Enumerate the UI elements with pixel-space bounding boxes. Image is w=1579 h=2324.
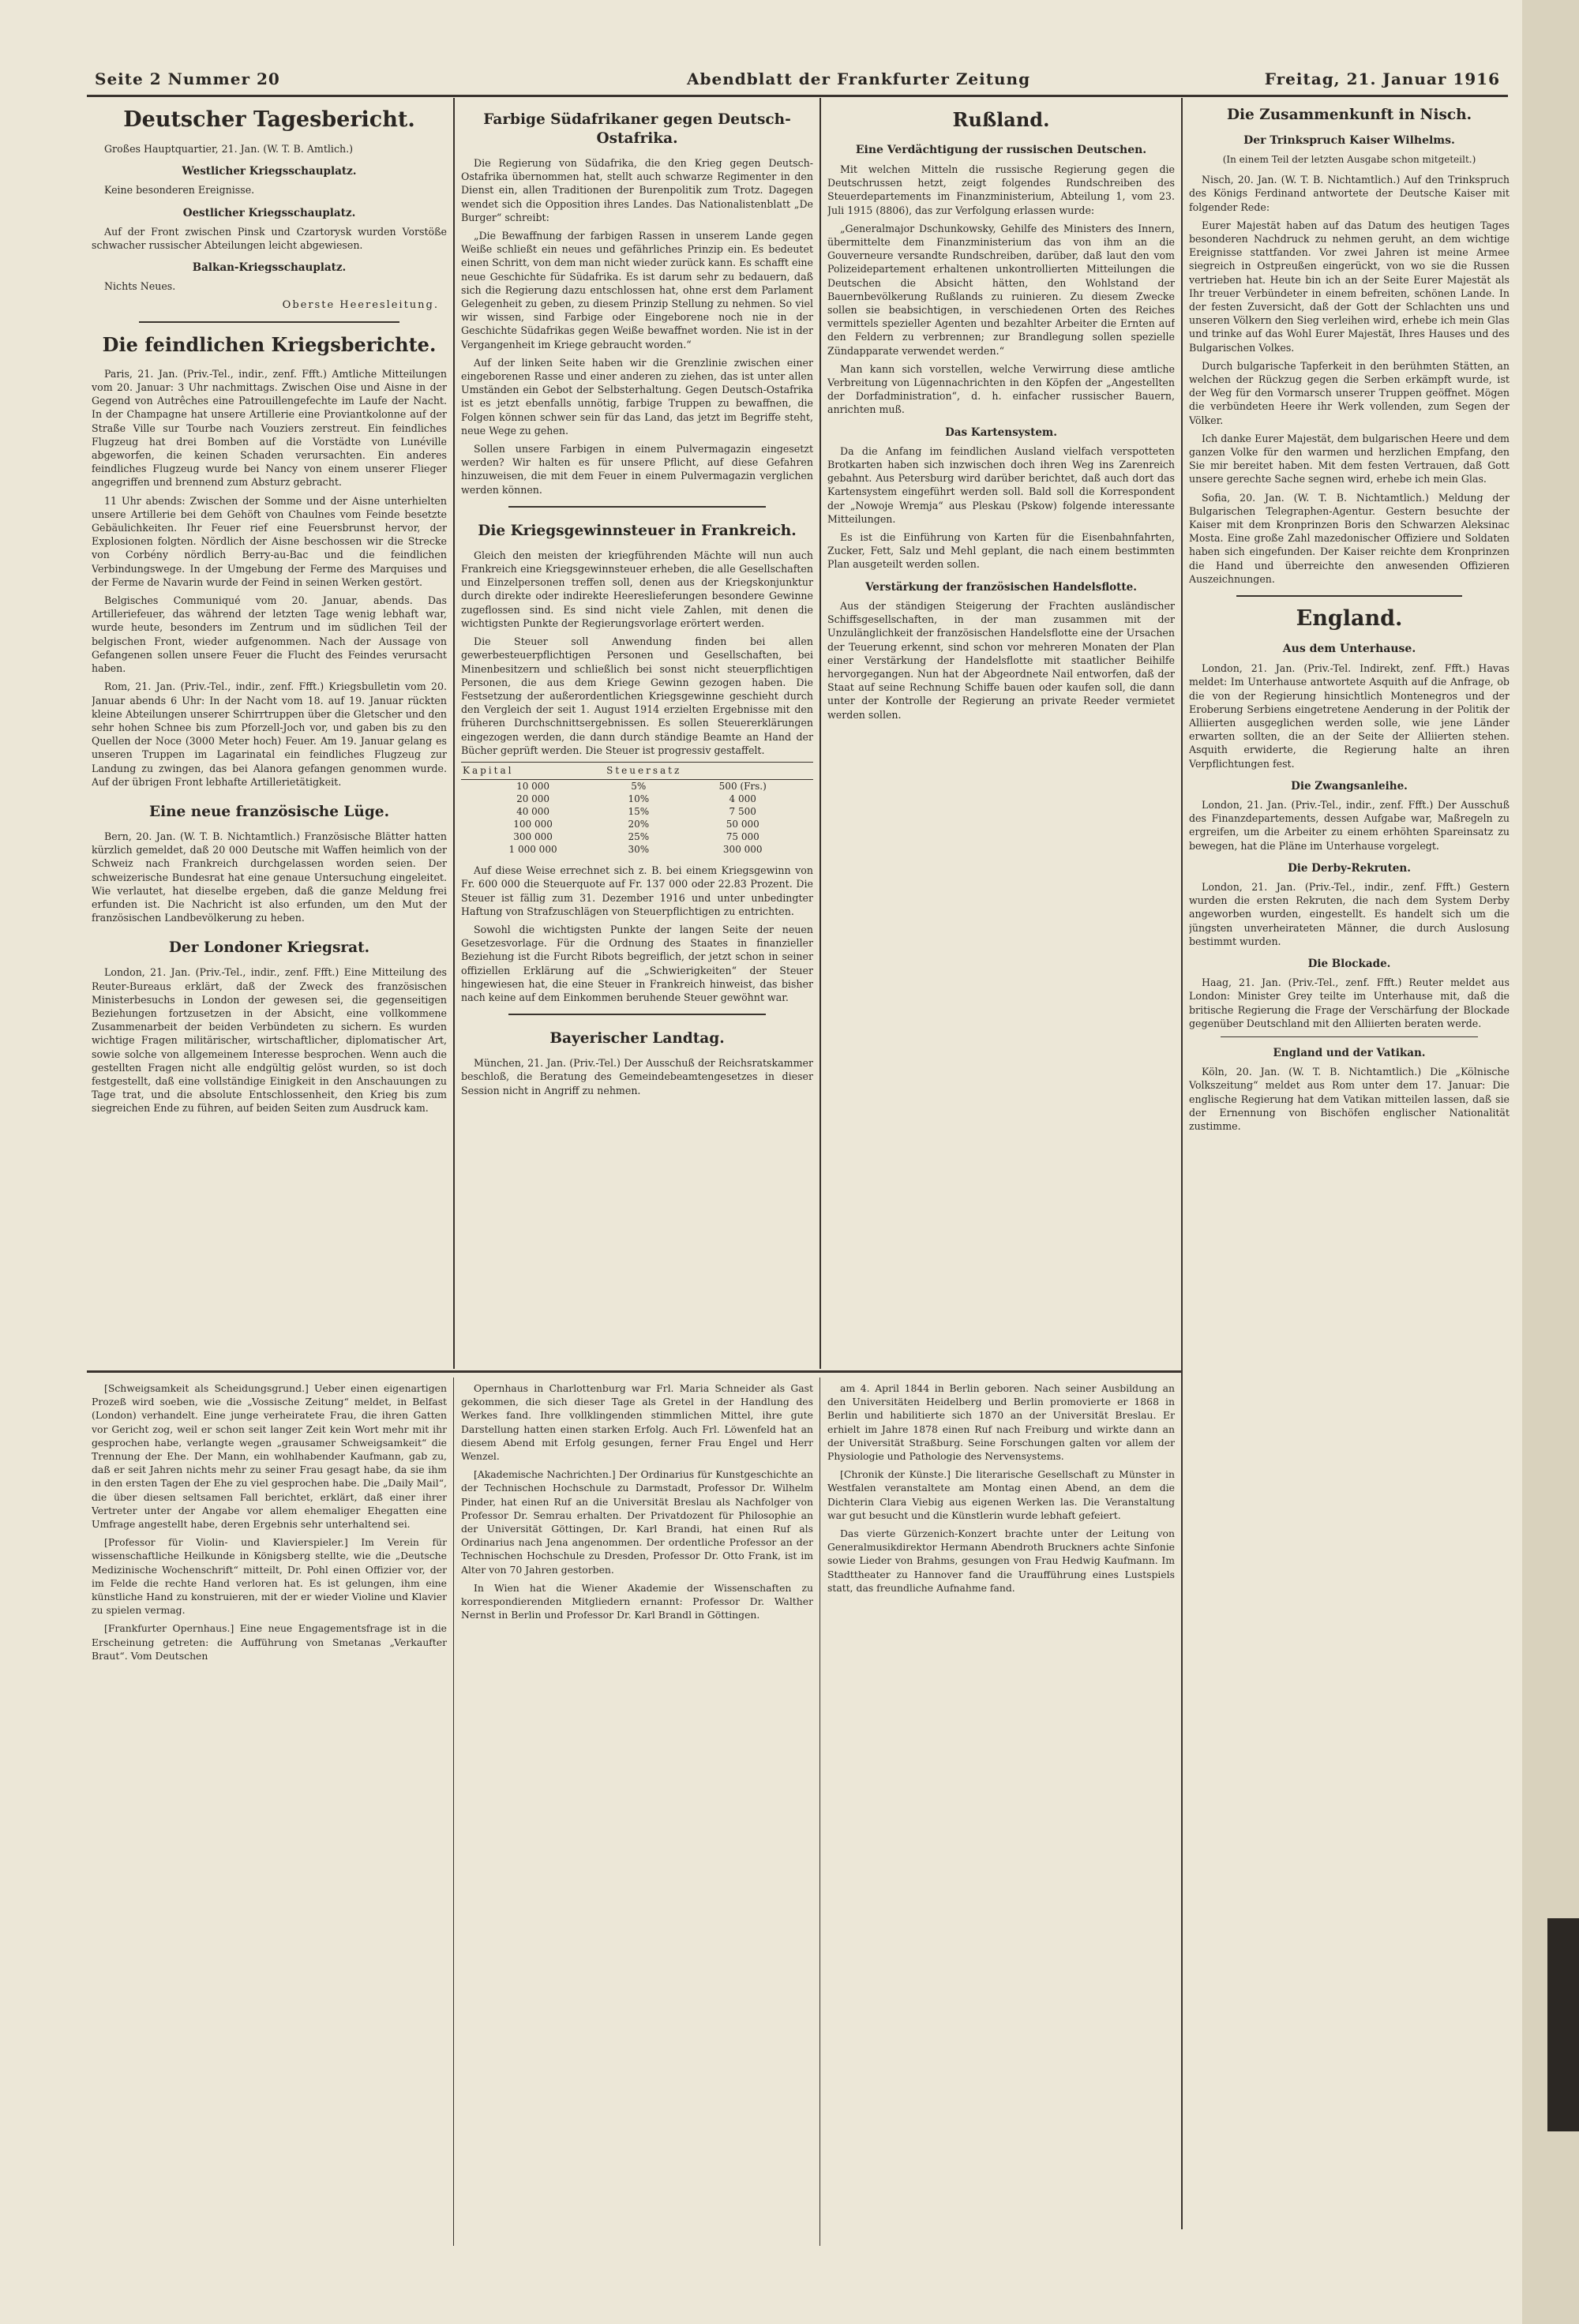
belgian-report: Belgisches Communiqué vom 20. Januar, abends. Das Artilleriefeuer, das während der letzten Tage wenig lebhaft war, wurde heute, besonders im Zentrum und im südlichen Teil der belgischen Front, wieder aufgenommen. Nach der Aussage von Gefangenen sollen unsere Feuer die Flucht des Feindes verursacht haben.: [92, 594, 447, 675]
feuilleton-item: In Wien hat die Wiener Akademie der Wissenschaften zu korrespondierenden Mitgliedern ernannt: Professor Dr. Walther Nernst in Berlin und Professor Dr. Karl Brandl in Göttingen.: [461, 1581, 813, 1621]
tax-table-cell: 4 000: [729, 793, 756, 805]
enemy-reports-title: Die feindlichen Kriegsberichte.: [102, 332, 437, 356]
signature: Oberste Heeresleitung.: [282, 298, 439, 311]
sofia-report: Sofia, 20. Jan. (W. T. B. Nichtamtlich.) Meldung der Bulgarischen Telegraphen-Agentur. Gestern besuchte der Kaiser mit dem Kronprinzen Boris den Schwarzen Aleksinac Mosta. Eine große Zahl mazedonischer Offiziere und Soldaten haben sich eingefunden. Der Kaiser reichte dem Kronprinzen die Hand und überreichte den anwesenden Offizieren Auszeichnungen.: [1189, 491, 1510, 585]
london-war-council-title: Der Londoner Kriegsrat.: [168, 939, 370, 957]
blockade-text: Haag, 21. Jan. (Priv.-Tel., zenf. Ffft.) Reuter meldet aus London: Minister Grey teilte im Unterhause mit, daß die britische Regierung die Frage der Verschärfung der Blockade gegenüber Deutschland mit den Alliierten beraten werde.: [1189, 976, 1510, 1029]
suedafrika-p1: Die Regierung von Südafrika, die den Krieg gegen Deutsch-Ostafrika übernommen hat, stellt auch schwarze Regimenter in den Dienst ein, allen Traditionen der Burenpolitik zum Trotz. Dagegen wendet sich die Opposition ihres Landes. Das Nationalistenblatt „De Burger“ schreibt:: [461, 157, 813, 223]
feuilleton-col-1: [92, 1381, 447, 2242]
tax-table-cell: 40 000: [516, 806, 550, 818]
balkan-text: Nichts Neues.: [104, 280, 176, 293]
tax-table-cell: 15%: [628, 806, 650, 818]
header-paper-title: Abendblatt der Frankfurter Zeitung: [687, 69, 1031, 88]
nisch-p2: Eurer Majestät haben auf das Datum des heutigen Tages besonderen Nachdruck zu nehmen geruht, an dem wichtige Ereignisse stattfanden. Vor zwei Jahren ist meine Armee siegreich in Ostpreußen eingerückt, von wo sie die Russen vertrieben hat. Heute bin ich an der Seite Eurer Majestät als Ihr treuer Verbündeter in einem befreiten, schönen Lande. In der festen Zuversicht, daß der Gott der Schlachten uns und unseren Völkern den Sieg verleihen wird, erhebe ich mein Glas und trinke auf das Wohl Eurer Majestät, Ihres Hauses und des Bulgarischen Volkes.: [1189, 219, 1510, 354]
separator: [139, 321, 399, 323]
nisch-p3: Durch bulgarische Tapferkeit in den berühmten Stätten, an welchen der Rückzug gegen die Serben erkämpft wurde, ist der Weg für den Vormarsch unserer Truppen geöffnet. Mögen die verbündeten Heere ihr Werk vollenden, zum Segen der Völker.: [1189, 359, 1510, 426]
column-rule: [820, 98, 821, 1369]
tax-table-row: [461, 818, 813, 830]
russia-p2: „Generalmajor Dschunkowsky, Gehilfe des Ministers des Innern, übermittelte dem Finanzministerium das von ihm an die Gouverneure versandte Rundschreiben, darüber, daß laut den vom Polizeidepartement erhaltenen unkontrollierten Mitteilungen die Deutschen die Absicht hätten, den Wohlstand der Bauernbevölkerung Rußlands zu ruinieren. Zu diesem Zwecke sollen sie beabsichtigen, in verschiedenen Orten des Reiches vermittels spezieller Agenten und bezahlter Arbeiter die Ernten auf den Feldern zu verbrennen; zur Brandlegung sollen spezielle Zündapparate verwendet werden.“: [827, 222, 1175, 357]
card-system-text-2: Es ist die Einführung von Karten für die Eisenbahnfahrten, Zucker, Fett, Salz und Mehl geplant, die nach einem bestimmten Plan ausgeteilt werden sollen.: [827, 531, 1175, 571]
tax-table-cell: 20%: [628, 819, 650, 830]
card-system-title: Das Kartensystem.: [945, 425, 1057, 439]
tax-table-cell: 10 000: [516, 781, 550, 793]
russia-p3: Man kann sich vorstellen, welche Verwirrung diese amtliche Verbreitung von Lügennachrichten in den Köpfen der „Angestellten der Dorfadministration“, d. h. einfacher russischer Bauern, anrichten muß.: [827, 362, 1175, 416]
tax-table-header: Steuersatz: [605, 762, 813, 779]
nisch-p1: Nisch, 20. Jan. (W. T. B. Nichtamtlich.) Auf den Trinkspruch des Königs Ferdinand antwortete der Deutsche Kaiser mit folgender Rede:: [1189, 174, 1510, 213]
bavaria-title: Bayerischer Landtag.: [549, 1030, 725, 1048]
tax-table-cell: 1 000 000: [508, 844, 557, 856]
feuilleton-col-2: [461, 1381, 813, 2242]
feuilleton-rule: [87, 1370, 1181, 1373]
west-heading: Westlicher Kriegsschauplatz.: [182, 165, 357, 178]
fleet-title: Verstärkung der französischen Handelsflotte.: [865, 580, 1137, 594]
vatikan-text: Köln, 20. Jan. (W. T. B. Nichtamtlich.) Die „Kölnische Volkszeitung“ meldet aus Rom unter dem 17. Januar: Die englische Regierung hat dem Vatikan mitteilen lassen, daß sie der Ernennung von Bischöfen englischer Nationalität zustimme.: [1189, 1066, 1510, 1132]
page-header: [87, 63, 1500, 95]
tax-table-row: [461, 793, 813, 805]
header-date: Freitag, 21. Januar 1916: [1264, 69, 1500, 88]
nisch-note: (In einem Teil der letzten Ausgabe schon mitgeteilt.): [1222, 154, 1476, 165]
column-rule: [1181, 98, 1183, 2229]
fleet-text: Aus der ständigen Steigerung der Frachten ausländischer Schiffsgesellschaften, in der man zusammen mit der Unzulänglichkeit der französischen Handelsflotte eine der Ursachen der Teuerung erkennt, sind schon vor mehreren Monaten der Plan einer Verstärkung der Handelsflotte mit staatlicher Beihilfe hervorgegangen. Nun hat der Abgeordnete Nail entworfen, daß der Staat auf seine Rechnung Schiffe bauen oder kaufen soll, die dann unter der Kontrolle der Regierung an private Reeder vermietet werden sollen.: [827, 599, 1175, 721]
separator: [508, 1014, 766, 1015]
east-text: Auf der Front zwischen Pinsk und Czartorysk wurden Vorstöße schwacher russischer Abteilungen leicht abgewiesen.: [92, 225, 447, 252]
tax-table-cell: 50 000: [726, 819, 759, 830]
derby-text: London, 21. Jan. (Priv.-Tel., indir., zenf. Ffft.) Gestern wurden die ersten Rekruten, die nach dem System Derby angeworben wurden, eingestellt. Es handelt sich um die jüngsten unverheirateten Männer, die durch Auslosung bestimmt wurden.: [1189, 880, 1510, 947]
zwangsanleihe-title: Die Zwangsanleihe.: [1291, 779, 1408, 793]
tax-table-row: [461, 780, 813, 793]
tax-table-cell: 100 000: [513, 819, 553, 830]
feuilleton-item: Opernhaus in Charlottenburg war Frl. Maria Schneider als Gast gekommen, die sich dieser Tage als Gretel in der Handlung des Werkes fand. Ihre vollklingenden stimmlichen Mittel, ihre gute Darstellung hatten einen starken Erfolg. Auch Frl. Löwenfeld hat an diesem Abend mit Erfolg gesungen, ferner Frau Engel und Herr Wenzel.: [461, 1382, 813, 1463]
feuilleton-item: [Akademische Nachrichten.] Der Ordinarius für Kunstgeschichte an der Technischen Hochschule zu Darmstadt, Professor Dr. Wilhelm Pinder, hat einen Ruf an die Universität Breslau als Nachfolger von Professor Dr. Semrau erhalten. Der Privatdozent für Philosophie an der Universität Göttingen, Dr. Karl Brandi, hat einen Ruf als Ordinarius nach Jena angenommen. Der ordentliche Professor an der Technischen Hochschule zu Dresden, Professor Dr. Otto Frank, ist im Alter von 70 Jahren gestorben.: [461, 1468, 813, 1576]
suedafrika-p4: Sollen unsere Farbigen in einem Pulvermagazin eingesetzt werden? Wir halten es für unsere Pflicht, auf diese Gefahren hinzuweisen, die mit dem Feuer in einem Pulvermagazin verglichen werden können.: [461, 443, 813, 496]
england-title: England.: [1296, 606, 1403, 632]
nisch-subtitle: Der Trinkspruch Kaiser Wilhelms.: [1243, 134, 1455, 147]
tax-table-cell: 75 000: [726, 831, 759, 843]
lie-title: Eine neue französische Lüge.: [148, 803, 390, 820]
tax-table-cell: 10%: [628, 793, 650, 805]
lie-text: Bern, 20. Jan. (W. T. B. Nichtamtlich.) Französische Blätter hatten kürzlich gemeldet, daß 20 000 Deutsche mit Waffen heimlich von der Schweiz nach Frankreich durchgelassen worden seien. Der schweizerische Bundesrat hat eine genaue Untersuchung eingeleitet. Wie verlautet, hat dieselbe ergeben, daß die ganze Meldung frei erfunden ist. Die Nachricht ist also erfunden, um den Mut der französischen Landbevölkerung zu heben.: [92, 830, 447, 924]
tax-table-cell: 5%: [631, 781, 647, 793]
suedafrika-p2: „Die Bewaffnung der farbigen Rassen in unserem Lande gegen Weiße schließt ein neues und gefährliches Prinzip ein. Es bedeutet einen Schritt, von dem man nicht wieder zurück kann. Es schafft eine neue Geschichte für Südafrika. Es ist darum sehr zu bedauern, daß sich die Regierung dazu entschlossen hat, ohne erst dem Parlament Gelegenheit zu geben, zu diesem Prinzip Stellung zu nehmen. So viel wir wissen, sind Farbige oder Eingeborene noch nie in der Geschichte Südafrikas gegen Weiße bewaffnet worden. Nie ist in der Vergangenheit im Kriege gebraucht worden.“: [461, 230, 813, 350]
russia-title: Rußland.: [952, 108, 1050, 131]
tax-table-cell: 7 500: [729, 806, 756, 818]
russia-p1: Mit welchen Mitteln die russische Regierung gegen die Deutschrussen hetzt, zeigt folgendes Rundschreiben des Steuerdepartements im Finanzministerium, Abteilung 1, vom 23. Juli 1915 (8806), das zur Verfolgung erlassen wurde:: [827, 163, 1175, 216]
unterhaus-title: Aus dem Unterhause.: [1282, 643, 1416, 656]
column-suedafrika: [461, 101, 813, 1364]
header-page-number: Seite 2 Nummer 20: [95, 69, 280, 88]
scan-mark: [1547, 1918, 1579, 2131]
feuilleton-col-3: [827, 1381, 1175, 2242]
london-war-council-text: London, 21. Jan. (Priv.-Tel., indir., zenf. Ffft.) Eine Mitteilung des Reuter-Bureaus erklärt, daß der Zweck des französischen Ministerbesuchs in London der gewesen sei, die gegenseitigen Beziehungen fortzusetzen in der Absicht, eine vollkommene Zusammenarbeit der beiden Verbündeten zu sichern. Es wurden wichtige Fragen militärischer, wirtschaftlicher, diplomatischer Art, sowie solche von allgemeinem Interesse besprochen. Wenn auch die gestellten Fragen nicht alle endgültig gelöst wurden, so ist doch festgestellt, daß eine vollständige Einigkeit in den Anschauungen zu Tage trat, und die absolute Entschlossenheit, den Krieg bis zum siegreichen Ende zu führen, auf beiden Seiten zum Ausdruck kam.: [92, 966, 447, 1115]
feuilleton-item: [Professor für Violin- und Klavierspieler.] Im Verein für wissenschaftliche Heilkunde in Königsberg stellte, wie die „Deutsche Medizinische Wochenschrift“ mitteilt, Dr. Pohl einen Offizier vor, der im Felde die rechte Hand verloren hat. Es ist gelungen, ihm eine künstliche Hand zu konstruieren, mit der er wieder Violine und Klavier zu spielen vermag.: [92, 1536, 447, 1617]
feuilleton-item: [Schweigsamkeit als Scheidungsgrund.] Ueber einen eigenartigen Prozeß wird soeben, wie die „Vossische Zeitung“ meldet, in Belfast (London) verhandelt. Eine junge verheiratete Frau, die ihren Gatten vor Gericht zog, weil er schon seit langer Zeit kein Wort mehr mit ihr gesprochen habe, verlangte wegen „grausamer Schweigsamkeit“ die Trennung der Ehe. Der Mann, ein wohlhabender Kaufmann, gab zu, daß er seit Jahren nichts mehr zu seiner Frau gesagt habe, da sie ihm in den ersten Tagen der Ehe zu viel gesprochen habe. Die „Daily Mail“, die über diesen seltsamen Fall berichtet, erklärt, daß einer ihrer Vertreter unter der Angabe vor allem ehemaliger Ehegatten eine Umfrage angestellt habe, deren Ergebnis sehr unterhaltend sei.: [92, 1382, 447, 1531]
nisch-p4: Ich danke Eurer Majestät, dem bulgarischen Heere und dem ganzen Volke für den warmen und herzlichen Empfang, den Sie mir bereitet haben. Mit dem festen Vertrauen, daß Gott unsere gerechte Sache segnen wird, erhebe ich mein Glas.: [1189, 432, 1510, 485]
bavaria-text: München, 21. Jan. (Priv.-Tel.) Der Ausschuß der Reichsratskammer beschloß, die Beratung des Gemeindebeamtengesetzes in dieser Session nicht in Angriff zu nehmen.: [461, 1057, 813, 1096]
header-rule: [87, 95, 1508, 97]
unterhaus-text: London, 21. Jan. (Priv.-Tel. Indirekt, zenf. Ffft.) Havas meldet: Im Unterhause antwortete Asquith auf die Anfrage, ob die von der Regierung hinsichtlich Montenegros und der Eroberung Serbiens eingetretene Aenderung in der Politik der Alliierten ausgeglichen werden solle, wie jene Länder erwarten sollten, die an der Seite der Alliierten stehen. Asquith erwiderte, die Regierung halte an ihren Verpflichtungen fest.: [1189, 662, 1510, 770]
feuilleton-item: [Frankfurter Opernhaus.] Eine neue Engagementsfrage ist in die Erscheinung getreten: die Aufführung von Smetanas „Verkaufter Braut“. Vom Deutschen: [92, 1622, 447, 1662]
tax-table-row: [461, 805, 813, 818]
column-rule: [453, 98, 455, 1369]
tax-table-cell: 500 (Frs.): [718, 781, 767, 793]
zwangsanleihe-text: London, 21. Jan. (Priv.-Tel., indir., zenf. Ffft.) Der Ausschuß des Finanzdepartements, dessen Aufgabe war, Maßregeln zu ergreifen, um die Arbeiter zu einem erhöhten Spareinsatz zu bewegen, hat die Pläne im Unterhause vorgelegt.: [1189, 798, 1510, 852]
feuilleton-item: am 4. April 1844 in Berlin geboren. Nach seiner Ausbildung an den Universitäten Heidelberg und Berlin promovierte er 1868 in Berlin und habilitierte sich 1870 an der Universität Breslau. Er erhielt im Jahre 1878 einen Ruf nach Freiburg und wirkte dann an der Universität Straßburg. Seine Forschungen galten vor allem der Physiologie und Pathologie des Nervensystems.: [827, 1382, 1175, 1463]
tax-table-cell: 300 000: [722, 844, 763, 856]
tax-table-cell: 25%: [628, 831, 650, 843]
tax-table-row: [461, 830, 813, 843]
column-deutscher-tagesbericht: [92, 101, 447, 1364]
derby-title: Die Derby-Rekruten.: [1288, 861, 1411, 875]
tax-table-cell: 20 000: [516, 793, 550, 805]
russia-subtitle: Eine Verdächtigung der russischen Deutschen.: [855, 144, 1147, 156]
tagesbericht-title: Deutscher Tagesbericht.: [123, 107, 415, 132]
column-russland: [827, 101, 1175, 1364]
rome-report: Rom, 21. Jan. (Priv.-Tel., indir., zenf. Ffft.) Kriegsbulletin vom 20. Januar abends 6 Uhr: In der Nacht vom 18. auf 19. Januar rückten kleine Abteilungen unserer Schirrtruppen über die Gletscher und den sehr hohen Schnee bis zum Pforzell-Joch vor, und gaben bis zu den Quellen der Noce (3000 Meter hoch) Feuer. Am 19. Januar gelang es unseren Truppen im Lagarinatal ein feindliches Flugzeug zur Landung zu zwingen, das bei Alanora gefangen genommen wurde. Auf der übrigen Front lebhafte Artillerietätigkeit.: [92, 680, 447, 788]
tax-table-header: Kapital: [461, 762, 605, 779]
tax-title: Die Kriegsgewinnsteuer in Frankreich.: [478, 522, 797, 539]
feuilleton-item: [Chronik der Künste.] Die literarische Gesellschaft zu Münster in Westfalen veranstaltete am Montag einen Abend, an dem die Dichterin Clara Viebig aus eigenen Werken las. Die Veranstaltung war gut besucht und die Künstlerin wurde lebhaft gefeiert.: [827, 1468, 1175, 1521]
suedafrika-title: Farbige Südafrikaner gegen Deutsch-Ostafrika.: [483, 111, 791, 147]
tax-p2: Die Steuer soll Anwendung finden bei allen gewerbesteuerpflichtigen Personen und Gesellschaften, bei Minenbesitzern und schließlich bei sonst nicht steuerpflichtigen Personen, die aus dem Kriege Gewinn gezogen haben. Die Festsetzung der außerordentlichen Kriegsgewinne geschieht durch den Vergleich der seit 1. August 1914 erzielten Ergebnisse mit den früheren Durchschnittsergebnissen. Es sollen Steuererklärungen eingezogen werden, die dann durch ständige Beamte an Hand der Bücher geprüft werden. Die Steuer ist progressiv gestaffelt.: [461, 635, 813, 756]
paris-report-evening: 11 Uhr abends: Zwischen der Somme und der Aisne unterhielten unsere Artillerie bei dem Gehöft von Chaulnes vom Feinde besetzte Gebäulichkeiten. Ihr Feuer rief eine Feuersbrunst hervor, der Explosionen folgten. Nördlich der Aisne beschossen wir die Strecke von Corbény nördlich Berry-au-Bac und die feindlichen Verbindungswege. In der Umgebung der Ferme des Marquises und der Ferme de Navarin wurde der Feind in seinen Werken gestört.: [92, 494, 447, 588]
paris-report: Paris, 21. Jan. (Priv.-Tel., indir., zenf. Ffft.) Amtliche Mitteilungen vom 20. Januar: 3 Uhr nachmittags. Zwischen Oise und Aisne in der Gegend von Autrêches eine Patrouillengefechte im Laufe der Nacht. In der Champagne hat unsere Artillerie eine Proviantkolonne auf der Straße Ville sur Tourbe nach Vouziers zerstreut. Ein feindliches Flugzeug hat drei Bomben auf die Vorstädte von Lunéville abgeworfen, die keinen Schaden verursachten. Ein anderes feindliches Flugzeug wurde bei Nancy von einem unserer Flieger angegriffen und brennend zum Absturz gebracht.: [92, 367, 447, 489]
tax-table-cell: 300 000: [513, 831, 553, 843]
card-system-text: Da die Anfang im feindlichen Ausland vielfach verspotteten Brotkarten haben sich inzwischen doch ihren Weg ins Zarenreich gebahnt. Aus Petersburg wird darüber berichtet, daß auch dort das Kartensystem eingeführt werden soll. Bald soll die Korrespondent der „Nowoje Wremja“ aus Pleskau (Pskow) folgende interessante Mitteilungen.: [827, 444, 1175, 525]
tax-table-cell: 30%: [628, 844, 650, 856]
column-nisch: [1189, 101, 1510, 2232]
hq-dateline: Großes Hauptquartier, 21. Jan. (W. T. B. Amtlich.): [104, 143, 354, 155]
tax-p1: Gleich den meisten der kriegführenden Mächte will nun auch Frankreich eine Kriegsgewinnsteuer erheben, die alle Gesellschaften und Einzelpersonen treffen soll, denen aus der Kriegskonjunktur durch direkte oder indirekte Heereslieferungen besondere Gewinne zugeflossen sind. Es sind nicht viele Zahlen, mit denen die wichtigsten Punkte der Regierungsvorlage erörtert werden.: [461, 549, 813, 629]
east-heading: Oestlicher Kriegsschauplatz.: [182, 206, 356, 219]
separator: [1221, 1036, 1478, 1037]
tax-p3: Auf diese Weise errechnet sich z. B. bei einem Kriegsgewinn von Fr. 600 000 die Steuerquote auf Fr. 137 000 oder 22.83 Prozent. Die Steuer ist fällig zum 31. Dezember 1916 und unter unbedingter Haftung von Strafzuschlägen von Steuerpflichtigen zu entrichten.: [461, 864, 813, 917]
blockade-title: Die Blockade.: [1307, 957, 1391, 970]
balkan-heading: Balkan-Kriegsschauplatz.: [192, 261, 347, 275]
nisch-title: Die Zusammenkunft in Nisch.: [1226, 107, 1472, 123]
feuilleton-item: Das vierte Gürzenich-Konzert brachte unter der Leitung von Generalmusikdirektor Hermann Abendroth Bruckners achte Sinfonie sowie Lieder von Brahms, gesungen von Frau Hedwig Kaufmann. Im Stadttheater zu Hannover fand die Uraufführung eines Lustspiels statt, das freundliche Aufnahme fand.: [827, 1527, 1175, 1594]
vatikan-title: England und der Vatikan.: [1273, 1046, 1426, 1059]
separator: [1236, 595, 1462, 597]
separator: [508, 506, 766, 508]
west-text: Keine besonderen Ereignisse.: [104, 184, 255, 197]
tax-table: [461, 762, 813, 856]
tax-p4: Sowohl die wichtigsten Punkte der langen Seite der neuen Gesetzesvorlage. Für die Ordnung des Staates in finanzieller Beziehung ist die Furcht Ribots begreiflich, der jetzt schon in seiner offiziellen Erklärung auf die „Schwierigkeiten“ der Steuer hingewiesen hat, die eine Steuer in Frankreich hinweist, das bisher nach keine auf dem Einkommen beruhende Steuer gewöhnt war.: [461, 923, 813, 1003]
tax-table-row: [461, 843, 813, 856]
suedafrika-p3: Auf der linken Seite haben wir die Grenzlinie zwischen einer eingeborenen Rasse und einer anderen zu ziehen, das ist unter allen Umständen ein Gebot der Selbsterhaltung. Gegen Deutsch-Ostafrika ist es jetzt ebenfalls unnötig, farbige Truppen zu bewaffnen, die Folgen können schwer sein für das Land, das jetzt im Begriffe steht, neue Wege zu gehen.: [461, 356, 813, 437]
column-rule: [453, 1378, 454, 2246]
